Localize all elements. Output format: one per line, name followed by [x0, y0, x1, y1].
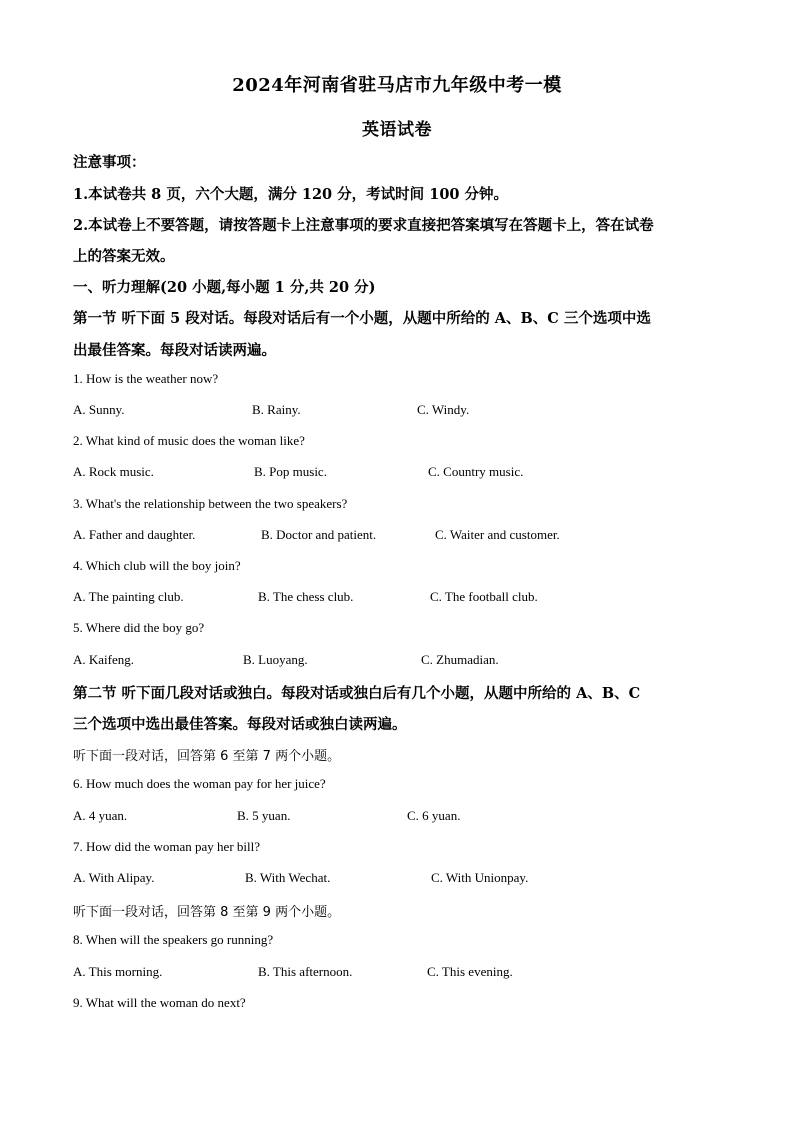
question-5-option-b: B. Luoyang. — [243, 652, 308, 667]
question-2: 2. What kind of music does the woman like? — [73, 433, 305, 448]
question-1: 1. How is the weather now? — [73, 371, 219, 386]
question-3-option-c: C. Waiter and customer. — [435, 527, 560, 542]
question-1-option-c: C. Windy. — [417, 402, 470, 417]
question-5: 5. Where did the boy go? — [73, 620, 205, 635]
question-7: 7. How did the woman pay her bill? — [73, 839, 261, 854]
question-7-option-b: B. With Wechat. — [245, 870, 331, 885]
section-2-instructions-line-2: 三个选项中选出最佳答案。每段对话或独白读两遍。 — [73, 716, 407, 733]
notice-item-2-line-1: 2.本试卷上不要答题，请按答题卡上注意事项的要求直接把答案填写在答题卡上，答在试卷 — [73, 217, 654, 234]
question-8-option-a: A. This morning. — [73, 964, 163, 979]
section-1-instructions-line-2: 出最佳答案。每段对话读两遍。 — [73, 342, 276, 359]
question-6-option-a: A. 4 yuan. — [73, 808, 128, 823]
question-3: 3. What's the relationship between the two speakers? — [73, 496, 348, 511]
question-6: 6. How much does the woman pay for her juice? — [73, 776, 326, 791]
question-7-option-a: A. With Alipay. — [73, 870, 155, 885]
question-2-option-b: B. Pop music. — [254, 464, 327, 479]
question-7-option-c: C. With Unionpay. — [431, 870, 529, 885]
question-4-option-b: B. The chess club. — [258, 589, 354, 604]
exam-subtitle: 英语试卷 — [362, 120, 432, 140]
question-4: 4. Which club will the boy join? — [73, 558, 241, 573]
instruction-q6-q7: 听下面一段对话，回答第 6 至第 7 两个小题。 — [73, 749, 341, 764]
section-1-instructions-line-1: 第一节 听下面 5 段对话。每段对话后有一个小题，从题中所给的 A、B、C 三个选项中选 — [73, 310, 651, 327]
notice-heading: 注意事项： — [73, 154, 146, 171]
question-5-option-c: C. Zhumadian. — [421, 652, 499, 667]
notice-item-1: 1.本试卷共 8 页，六个大题，满分 120 分，考试时间 100 分钟。 — [73, 186, 509, 203]
question-5-option-a: A. Kaifeng. — [73, 652, 135, 667]
instruction-q8-q9: 听下面一段对话，回答第 8 至第 9 两个小题。 — [73, 905, 341, 920]
question-6-option-c: C. 6 yuan. — [407, 808, 461, 823]
question-1-option-a: A. Sunny. — [73, 402, 125, 417]
question-3-option-a: A. Father and daughter. — [73, 527, 196, 542]
question-2-option-a: A. Rock music. — [73, 464, 154, 479]
notice-item-2-line-2: 上的答案无效。 — [73, 248, 175, 265]
question-4-option-a: A. The painting club. — [73, 589, 184, 604]
question-8-option-c: C. This evening. — [427, 964, 513, 979]
question-8: 8. When will the speakers go running? — [73, 932, 274, 947]
question-4-option-c: C. The football club. — [430, 589, 538, 604]
section-2-instructions-line-1: 第二节 听下面几段对话或独白。每段对话或独白后有几个小题，从题中所给的 A、B、C — [73, 685, 641, 702]
question-1-option-b: B. Rainy. — [252, 402, 301, 417]
exam-title: 2024年河南省驻马店市九年级中考一模 — [232, 75, 562, 96]
question-6-option-b: B. 5 yuan. — [237, 808, 291, 823]
question-9: 9. What will the woman do next? — [73, 995, 246, 1010]
question-2-option-c: C. Country music. — [428, 464, 524, 479]
question-3-option-b: B. Doctor and patient. — [261, 527, 377, 542]
question-8-option-b: B. This afternoon. — [258, 964, 353, 979]
part-1-heading: 一、听力理解(20 小题,每小题 1 分,共 20 分) — [73, 279, 376, 296]
